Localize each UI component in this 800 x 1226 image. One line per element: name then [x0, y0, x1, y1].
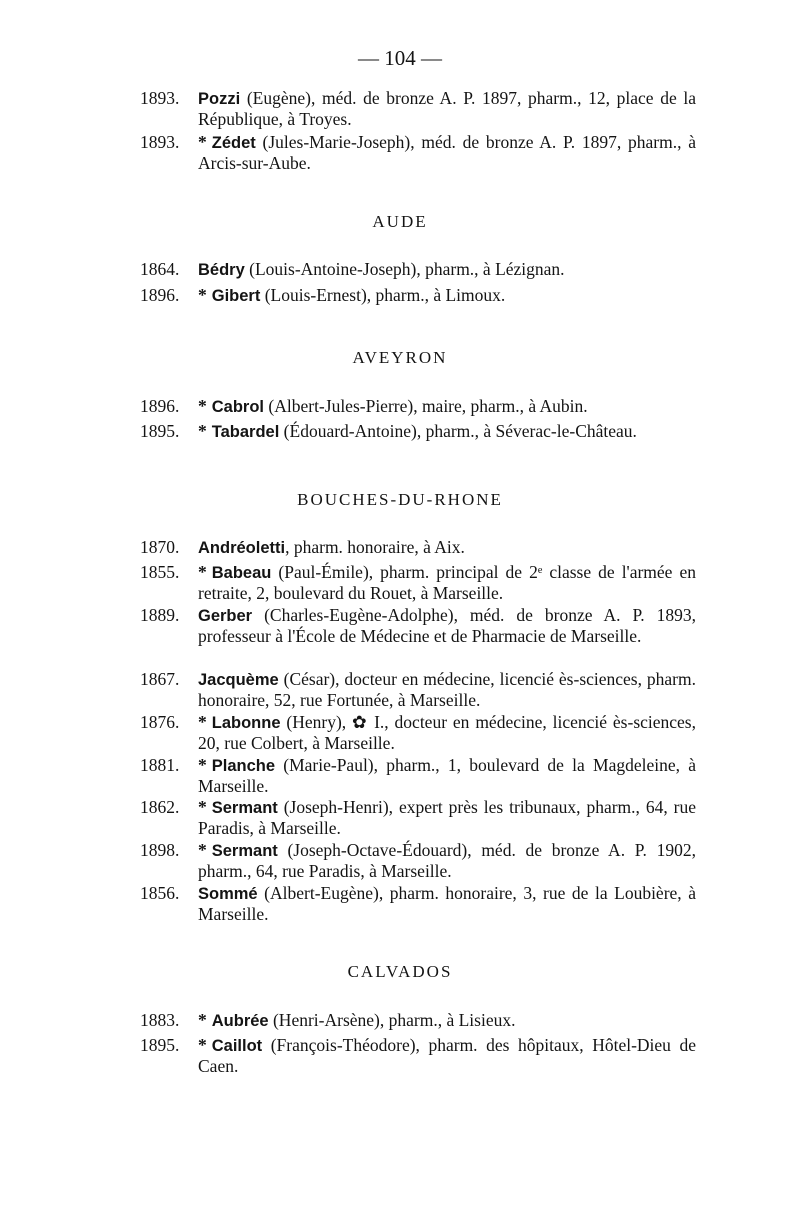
entry-year: 1864.	[140, 259, 180, 279]
entry-year: 1896.	[140, 396, 180, 416]
list-item	[140, 1010, 696, 1031]
entry-text: (Eugène), méd. de bronze A. P. 1897, pharm., 12, place de la République, à Troyes.	[198, 88, 696, 129]
section-heading: BOUCHES-DU-RHONE	[297, 490, 503, 509]
section-heading: AVEYRON	[352, 348, 448, 367]
entry-text: (Jules-Marie-Joseph), méd. de bronze A. P. 1897, pharm., à Arcis-sur-Aube.	[198, 132, 696, 173]
entry-name: Cabrol	[211, 398, 265, 416]
entry-star: *	[198, 1010, 207, 1030]
entry-year: 1867.	[140, 669, 180, 689]
entry-year: 1856.	[140, 883, 180, 903]
list-item	[140, 755, 696, 796]
entry-year: 1870.	[140, 537, 180, 557]
entry-star: *	[198, 421, 207, 441]
entry-text: (Édouard-Antoine), pharm., à Séverac-le-Château.	[279, 421, 637, 441]
entry-star: *	[198, 285, 207, 305]
entry-name: Sermant	[211, 799, 278, 817]
entry-name: Gibert	[211, 287, 261, 305]
entry-year: 1895.	[140, 421, 180, 441]
entry-year: 1898.	[140, 840, 180, 860]
entry-star: *	[198, 562, 207, 582]
entry-star: *	[198, 797, 207, 817]
entry-year: 1881.	[140, 755, 180, 775]
list-item	[140, 840, 696, 881]
list-item	[140, 88, 696, 129]
list-item	[140, 883, 696, 924]
entry-name: Pozzi	[198, 90, 241, 108]
entry-text: (Louis-Antoine-Joseph), pharm., à Lézignan.	[244, 259, 565, 279]
list-item	[140, 537, 696, 558]
entry-name: Andréoletti	[198, 539, 286, 557]
entry-year: 1893.	[140, 88, 180, 108]
list-item	[140, 421, 696, 442]
entry-name: Bédry	[198, 261, 245, 279]
entry-name: Gerber	[198, 607, 253, 625]
entry-year: 1883.	[140, 1010, 180, 1030]
section-heading: CALVADOS	[347, 962, 453, 981]
list-item	[140, 797, 696, 838]
entry-year: 1855.	[140, 562, 180, 582]
entry-text: (César), docteur en médecine, licencié ès-sciences, pharm. honoraire, 52, rue Fortunée, à Marseille.	[198, 669, 696, 710]
entry-name: Sermant	[211, 842, 278, 860]
entry-star: *	[198, 755, 207, 775]
entry-year: 1893.	[140, 132, 180, 152]
entry-text: (Henri-Arsène), pharm., à Lisieux.	[268, 1010, 516, 1030]
entry-year: 1895.	[140, 1035, 180, 1055]
list-item	[140, 132, 696, 173]
entry-text: (Albert-Jules-Pierre), maire, pharm., à Aubin.	[264, 396, 588, 416]
entry-name: Labonne	[211, 714, 281, 732]
list-item	[140, 605, 696, 646]
entry-name: Sommé	[198, 885, 258, 903]
entry-name: Tabardel	[211, 423, 280, 441]
entry-name: Jacquème	[198, 671, 279, 689]
list-item	[140, 285, 696, 306]
entry-text: (Marie-Paul), pharm., 1, boulevard de la Magdeleine, à Marseille.	[198, 755, 696, 796]
list-item	[140, 562, 696, 603]
entry-name: Caillot	[211, 1037, 263, 1055]
entry-name: Zédet	[211, 134, 256, 152]
entry-year: 1896.	[140, 285, 180, 305]
entry-text: , pharm. honoraire, à Aix.	[285, 537, 465, 557]
entry-year: 1876.	[140, 712, 180, 732]
entry-star: *	[198, 840, 207, 860]
entry-star: *	[198, 712, 207, 732]
list-item	[140, 712, 696, 753]
entry-text: (Joseph-Octave-Édouard), méd. de bronze A. P. 1902, pharm., 64, rue Paradis, à Marseille.	[198, 840, 696, 881]
list-item	[140, 259, 696, 280]
entry-year: 1889.	[140, 605, 180, 625]
entry-text: (Louis-Ernest), pharm., à Limoux.	[260, 285, 506, 305]
list-item	[140, 1035, 696, 1076]
entry-text: (Joseph-Henri), expert près les tribunaux, pharm., 64, rue Paradis, à Marseille.	[198, 797, 696, 838]
list-item	[140, 396, 696, 417]
list-item	[140, 669, 696, 710]
entry-name: Aubrée	[211, 1012, 269, 1030]
entry-text: (François-Théodore), pharm. des hôpitaux, Hôtel-Dieu de Caen.	[198, 1035, 696, 1076]
entry-star: *	[198, 396, 207, 416]
entry-name: Planche	[211, 757, 276, 775]
entry-text: (Henry), ✿ I., docteur en médecine, licencié ès-sciences, 20, rue Colbert, à Marseille.	[198, 712, 696, 753]
entry-name: Babeau	[211, 564, 272, 582]
entry-text: (Albert-Eugène), pharm. honoraire, 3, rue de la Loubière, à Marseille.	[198, 883, 696, 924]
page-number: — 104 —	[358, 46, 442, 70]
entry-star: *	[198, 1035, 207, 1055]
entry-year: 1862.	[140, 797, 180, 817]
section-heading: AUDE	[372, 212, 428, 231]
entry-text: (Paul-Émile), pharm. principal de 2ᵉ classe de l'armée en retraite, 2, boulevard du Rouet, à Marseille.	[198, 562, 696, 603]
entry-text: (Charles-Eugène-Adolphe), méd. de bronze A. P. 1893, professeur à l'École de Médecine et de Pharmacie de Marseille.	[198, 605, 696, 646]
entry-star: *	[198, 132, 207, 152]
